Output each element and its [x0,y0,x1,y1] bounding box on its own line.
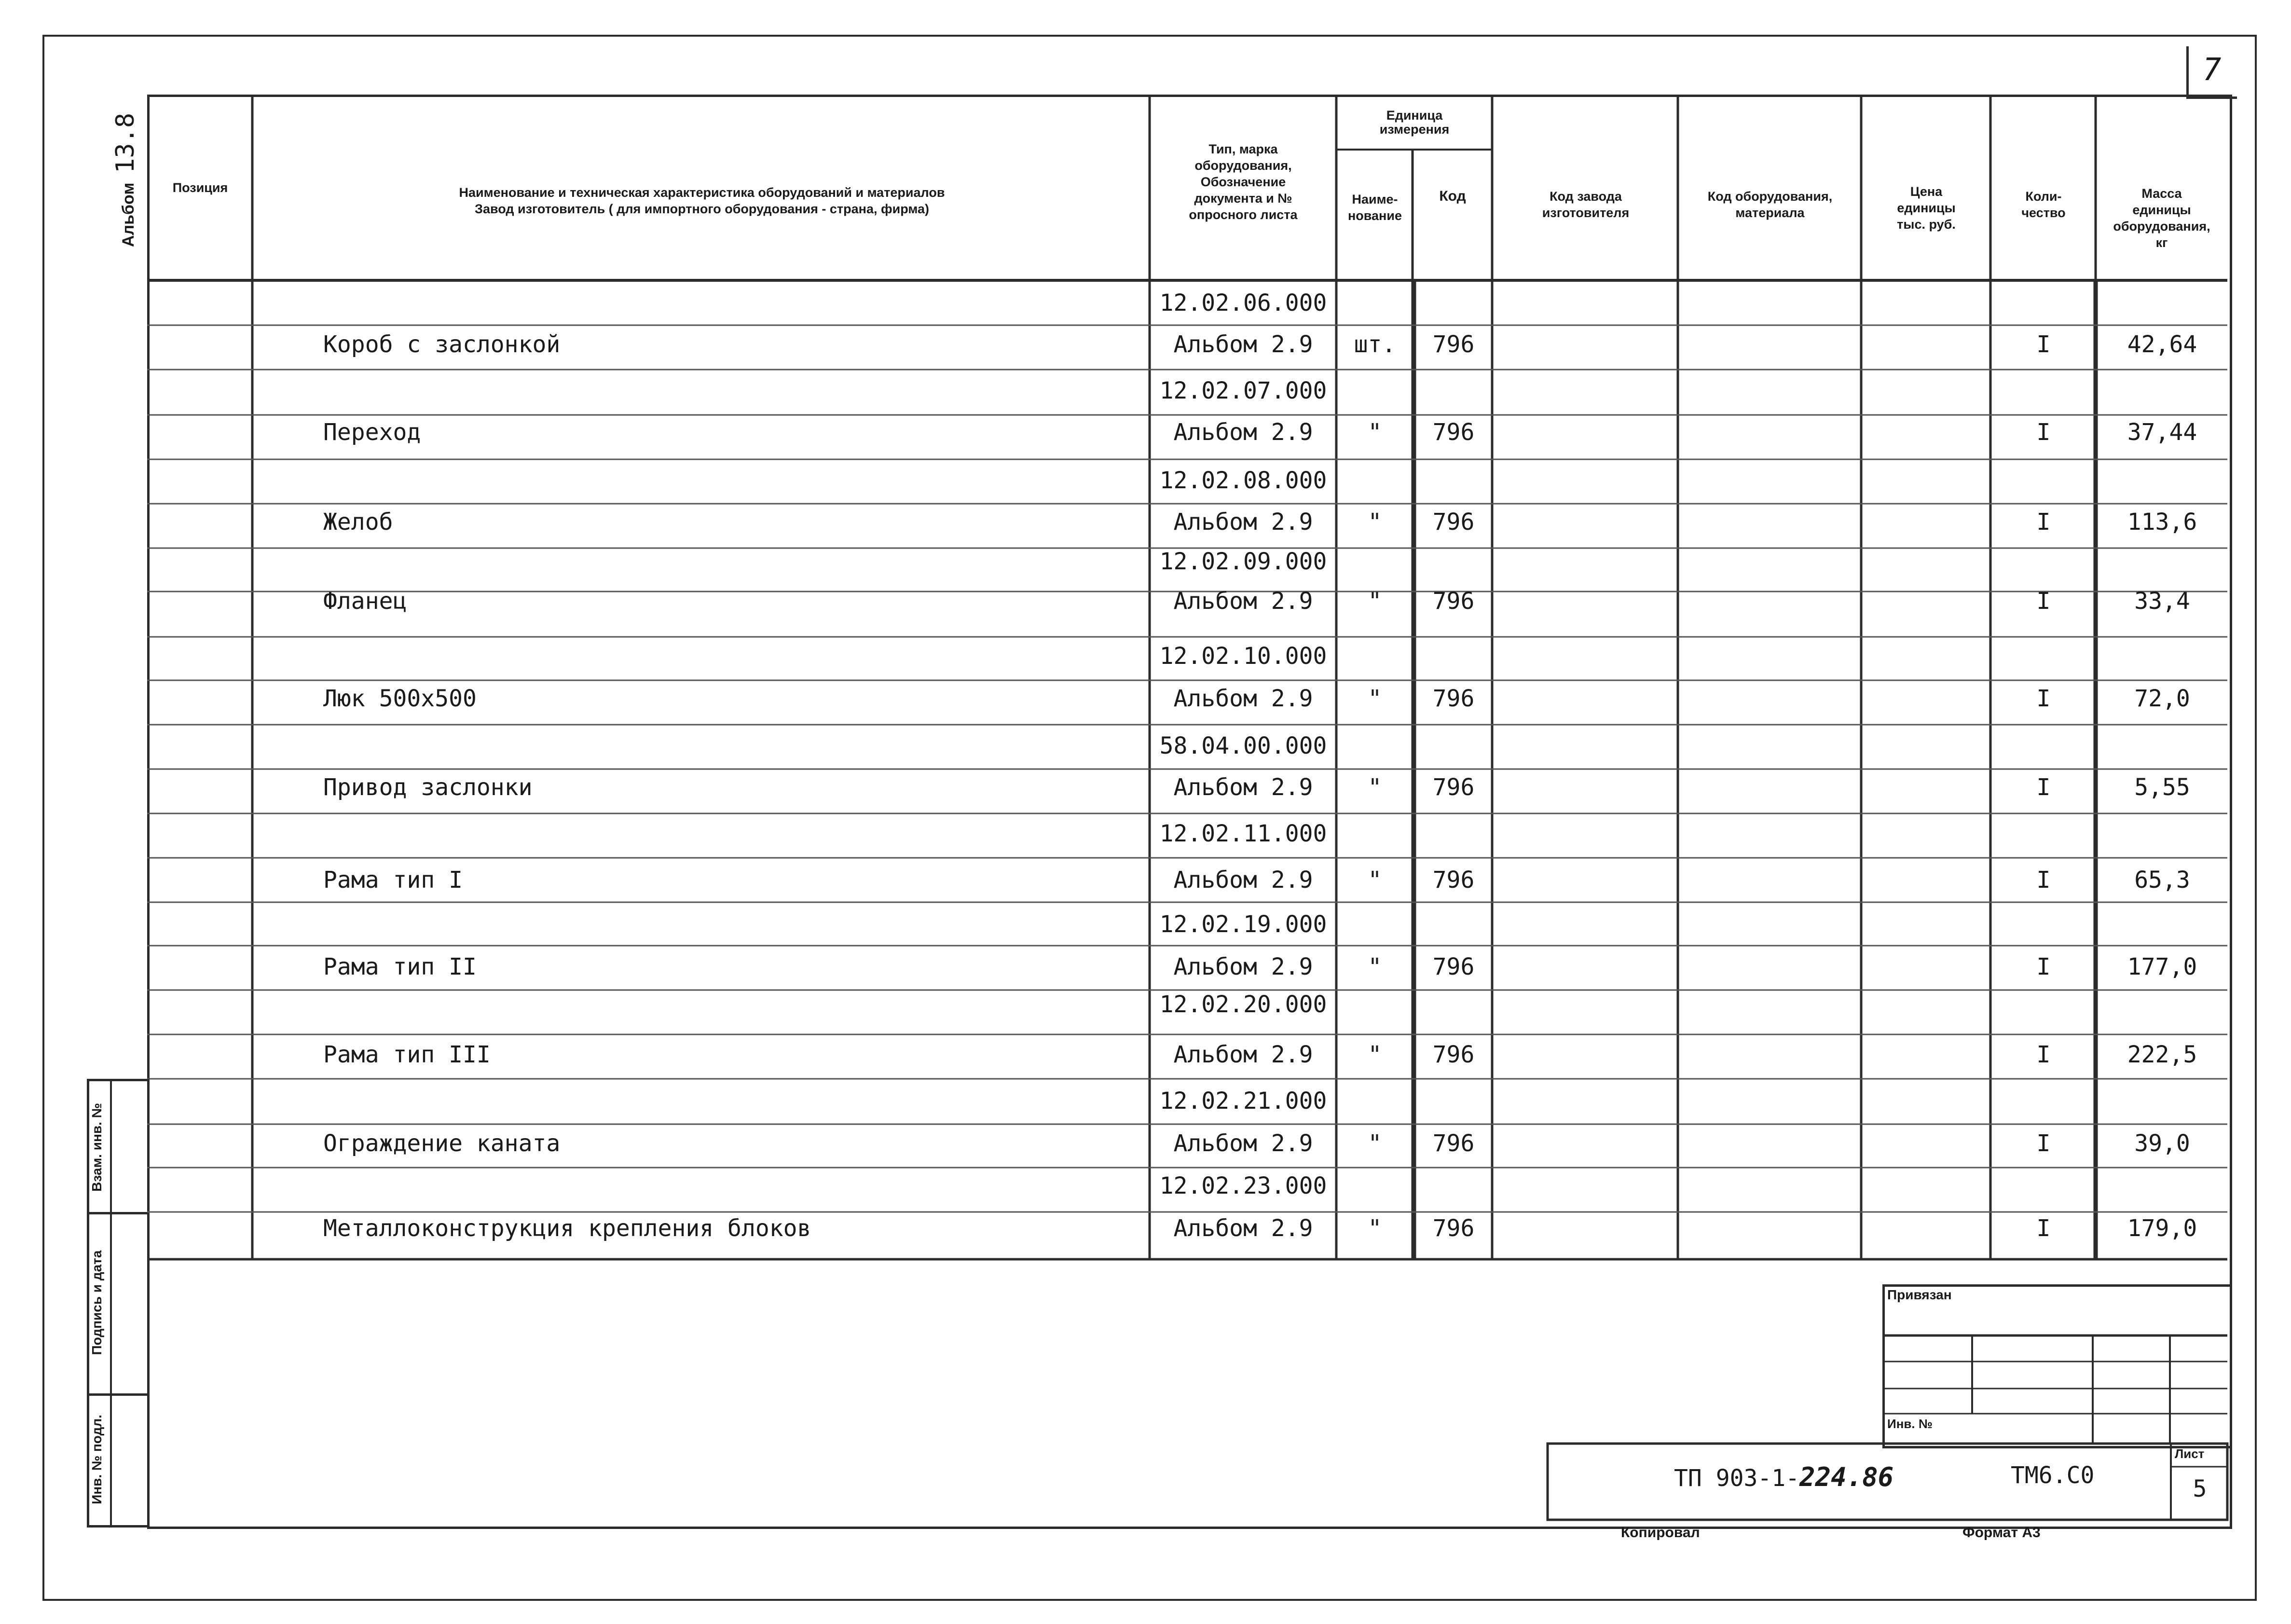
cell-code: 796 [1432,331,1475,358]
col-header-type-line1: Тип, марка [1208,142,1278,156]
cell-type: 12.02.11.000 [1159,820,1327,847]
album-label-text: Альбом [119,182,137,247]
footer-copied: Копировал [1621,1525,1700,1541]
title-block-doc-code: ТМ6.С0 [2011,1462,2095,1489]
col-header-unit-group [1338,107,1491,135]
cell-type: Альбом 2.9 [1173,419,1313,446]
cell-quantity: I [2036,1130,2051,1157]
cell-quantity: I [2036,331,2051,358]
cell-mass: 72,0 [2134,685,2190,712]
cell-quantity: I [2036,774,2051,801]
col-header-position: Позиция [172,180,228,195]
cell-name: Рама тип III [323,1041,491,1068]
cell-code: 796 [1432,509,1475,536]
title-block-bound-frame [1882,1284,2230,1448]
cell-type: Альбом 2.9 [1173,1215,1313,1242]
cell-mass: 65,3 [2134,867,2190,894]
cell-type: 12.02.07.000 [1159,377,1327,404]
col-header-plant-code [1495,188,1677,221]
cell-code: 796 [1432,1130,1475,1157]
header-separator [147,279,2227,282]
cell-mass: 33,4 [2134,588,2190,615]
col-header-name-line1: Наименование и техническая характеристика оборудований и материалов [459,185,945,200]
col-header-equipment-code-line2: материала [1735,206,1805,220]
cell-name: Металлоконструкция крепления блоков [323,1215,811,1242]
cell-type: 12.02.09.000 [1159,548,1327,575]
cell-code: 796 [1432,588,1475,615]
col-header-type-line3: Обозначение [1200,175,1286,189]
cell-quantity: I [2036,1215,2051,1242]
cell-name: Рама тип I [323,867,463,894]
cell-name: Люк 500x500 [323,685,477,712]
title-block-inv-label: Инв. № [1887,1417,1933,1431]
cell-type: Альбом 2.9 [1173,331,1313,358]
title-block-doc-prefix: ТП 903-1- [1674,1465,1800,1492]
cell-mass: 222,5 [2127,1041,2197,1068]
cell-type: Альбом 2.9 [1173,774,1313,801]
col-header-mass [2098,185,2226,251]
cell-mass: 42,64 [2127,331,2197,358]
cell-quantity: I [2036,419,2051,446]
col-header-type [1152,141,1334,223]
footer-format: Формат А3 [1962,1525,2041,1541]
col-header-equipment-code-line1: Код оборудования, [1707,189,1833,204]
title-block-sheet-number: 5 [2193,1475,2207,1502]
cell-code: 796 [1432,685,1475,712]
col-header-price-line3: тыс. руб. [1897,217,1956,232]
col-header-equipment-code [1680,188,1860,221]
col-header-quantity-line1: Коли- [2025,189,2062,204]
cell-type: 12.02.20.000 [1159,991,1327,1018]
cell-type: 12.02.06.000 [1159,289,1327,317]
col-header-mass-line2: единицы [2132,203,2191,217]
cell-quantity: I [2036,588,2051,615]
cell-type: Альбом 2.9 [1173,1041,1313,1068]
page-number: 7 [2202,52,2222,88]
cell-name: Короб с заслонкой [323,331,561,358]
cell-type: Альбом 2.9 [1173,509,1313,536]
col-header-quantity-line2: чество [2021,206,2066,220]
cell-name: Фланец [323,588,407,615]
cell-quantity: I [2036,867,2051,894]
cell-unit: " [1368,588,1382,615]
col-header-unit-code: Код [1439,188,1466,204]
side-stamp-col-line [110,1079,112,1525]
title-block-sheet-label: Лист [2175,1446,2205,1461]
col-header-type-line4: документа и № [1194,191,1292,206]
cell-code: 796 [1432,953,1475,980]
cell-code: 796 [1432,1215,1475,1242]
col-header-plant-code-line2: изготовителя [1542,206,1630,220]
cell-type: 12.02.23.000 [1159,1172,1327,1199]
cell-code: 796 [1432,774,1475,801]
cell-type: 12.02.21.000 [1159,1087,1327,1115]
col-header-type-line5: опросного листа [1189,207,1298,222]
col-header-unit-group-line2: измерения [1379,122,1450,137]
cell-name: Переход [323,419,421,446]
cell-quantity: I [2036,509,2051,536]
title-block-bound-label: Привязан [1887,1287,1952,1302]
col-header-mass-line3: оборудования, [2113,219,2210,234]
cell-mass: 37,44 [2127,419,2197,446]
cell-code: 796 [1432,1041,1475,1068]
col-header-name [256,184,1148,217]
col-header-name-line2: Завод изготовитель ( для импортного оборудования - страна, фирма) [475,202,929,216]
cell-type: 12.02.08.000 [1159,467,1327,494]
cell-unit: " [1368,509,1382,536]
col-header-price-line2: единицы [1897,201,1956,215]
cell-unit: " [1368,1130,1382,1157]
cell-unit: " [1368,867,1382,894]
album-label [111,112,140,247]
cell-unit: " [1368,953,1382,980]
col-header-mass-line1: Масса [2141,186,2182,201]
title-block-doc-hand: 224.86 [1799,1462,1894,1492]
cell-mass: 177,0 [2127,953,2197,980]
col-header-unit-name [1337,191,1413,224]
col-header-unit-name-line1: Наиме- [1352,192,1398,206]
cell-unit: " [1368,1215,1382,1242]
cell-type: 12.02.19.000 [1159,911,1327,938]
col-header-price [1863,183,1989,233]
cell-type: Альбом 2.9 [1173,953,1313,980]
cell-quantity: I [2036,1041,2051,1068]
title-block-doc-number [1674,1462,1893,1492]
cell-code: 796 [1432,419,1475,446]
cell-type: 58.04.00.000 [1159,732,1327,759]
col-header-unit-name-line2: нование [1348,208,1402,223]
cell-mass: 39,0 [2134,1130,2190,1157]
cell-type: 12.02.10.000 [1159,643,1327,670]
album-number: 13.8 [111,112,140,174]
cell-name: Ограждение каната [323,1130,561,1157]
side-stamp-replace-inv: Взам. инв. № [89,1103,104,1192]
col-header-type-line2: оборудования, [1194,158,1292,173]
cell-mass: 113,6 [2127,509,2197,536]
cell-mass: 179,0 [2127,1215,2197,1242]
side-stamp-inv-orig: Инв. № подл. [89,1415,104,1504]
col-header-price-line1: Цена [1910,184,1943,199]
cell-unit: " [1368,419,1382,446]
cell-code: 796 [1432,867,1475,894]
side-stamp-sign-date: Подпись и дата [89,1250,104,1355]
cell-name: Рама тип II [323,953,477,980]
cell-mass: 5,55 [2134,774,2190,801]
cell-name: Привод заслонки [323,774,533,801]
col-header-unit-group-line1: Единица [1386,108,1443,123]
cell-unit: шт. [1354,331,1396,358]
cell-type: Альбом 2.9 [1173,867,1313,894]
cell-name: Желоб [323,509,393,536]
cell-unit: " [1368,774,1382,801]
cell-quantity: I [2036,685,2051,712]
cell-type: Альбом 2.9 [1173,685,1313,712]
col-header-mass-line4: кг [2155,235,2168,250]
cell-type: Альбом 2.9 [1173,1130,1313,1157]
cell-quantity: I [2036,953,2051,980]
cell-type: Альбом 2.9 [1173,588,1313,615]
col-header-quantity [1992,188,2095,221]
cell-unit: " [1368,1041,1382,1068]
col-header-plant-code-line1: Код завода [1550,189,1622,204]
cell-unit: " [1368,685,1382,712]
